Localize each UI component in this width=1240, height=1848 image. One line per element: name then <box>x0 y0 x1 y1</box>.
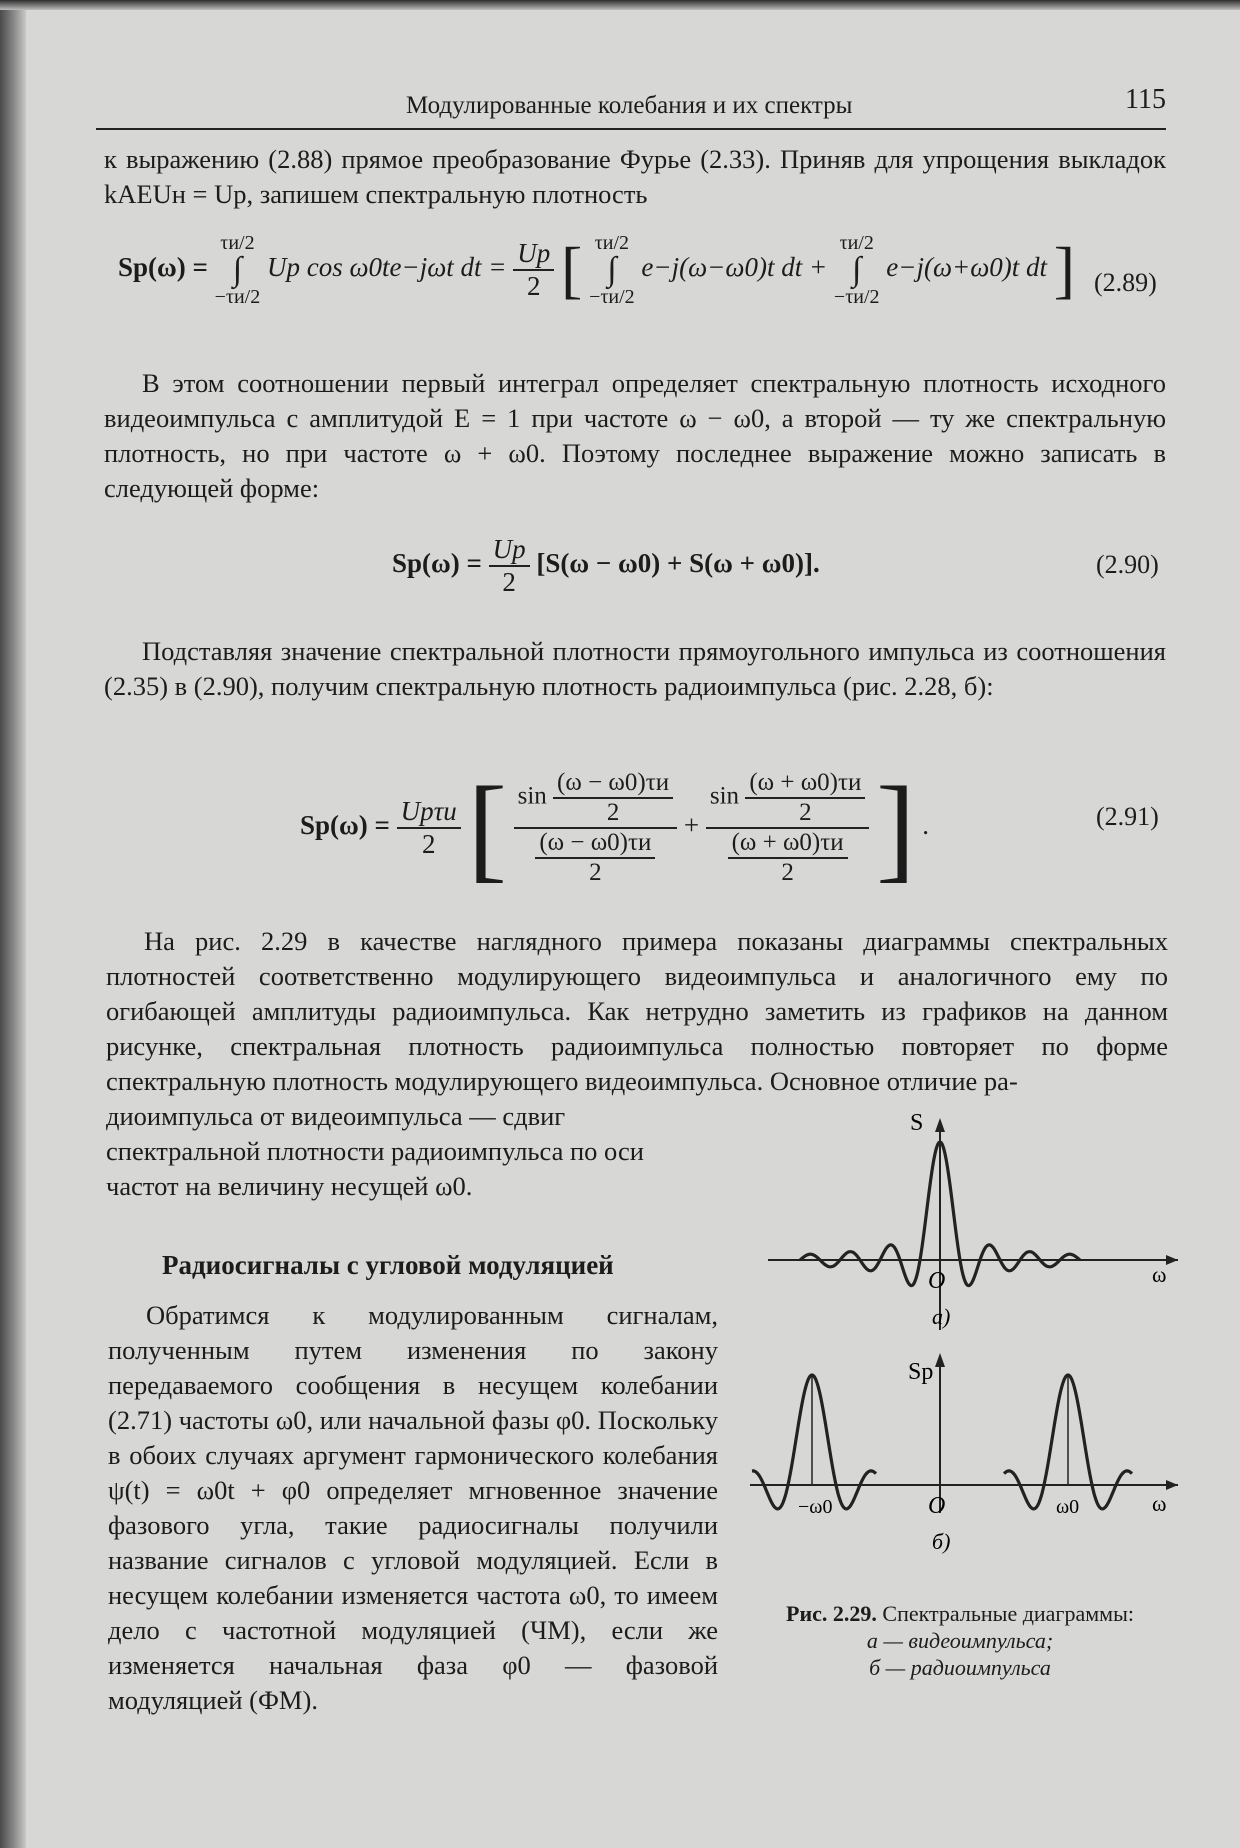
page-header <box>96 84 1166 130</box>
equation-2-90 <box>392 534 820 598</box>
section-title: Радиосигналы с угловой модуляцией <box>162 1250 614 1280</box>
eq289-factor-den: 2 <box>527 271 541 301</box>
eq291-t1-den <box>535 829 655 887</box>
eq291-t1-den-num: (ω − ω0)τи <box>535 829 655 859</box>
eq289-int3: τи/2 ∫ −τи/2 <box>833 232 880 308</box>
paragraph-4: На рис. 2.29 в качестве наглядного примера показаны диаграммы спектральных плотностей соответственно модулирующего видеоимпульса и аналогичного ему по огибающей амплитуды радиоимпульса. Как нетрудно заметить из графиков на данном рисунке, спектральная плотность радиоимпульса полностью повторяет по форме спектральную плотность модулирующего видеоимпульса. Основное отличие ра- <box>106 926 1168 1096</box>
eq290-factor <box>489 534 530 598</box>
eq289-int2-lower: −τи/2 <box>589 286 635 308</box>
fig-a-origin: O <box>928 1268 946 1294</box>
eq291-t2-arg-num: (ω + ω0)τи <box>745 769 865 799</box>
fig-b-x-arrow <box>1166 1480 1178 1490</box>
eq291-plus: + <box>683 810 700 841</box>
figure-2-29b <box>740 1345 1188 1565</box>
caption-line-b: б — радиоимпульса <box>869 1655 1051 1680</box>
eq289-int2: τи/2 ∫ −τи/2 <box>589 232 635 308</box>
equation-number-2-91: (2.91) <box>1096 802 1159 831</box>
eq291-factor-den: 2 <box>421 829 436 859</box>
eq290-rhs: [S(ω − ω0) + S(ω + ω0)]. <box>536 548 820 579</box>
eq289-factor <box>513 238 554 302</box>
eq291-term1-bottom <box>514 829 678 887</box>
fig-a-x-arrow <box>1166 1255 1178 1265</box>
eq291-t2-arg <box>745 769 865 827</box>
eq291-t2-sin: sin <box>709 782 740 810</box>
caption-line-a: а — видеоимпульса; <box>866 1628 1054 1653</box>
fig-b-origin: O <box>928 1493 946 1519</box>
eq291-term2-top <box>706 769 870 829</box>
fig-b-pos-label: ω0 <box>1056 1496 1080 1518</box>
equation-2-89: Sр(ω) = τи/2 ∫ −τи/2 Uр cos ω0te−jωt dt = $\frac{Uр}{2}$ [ τи/2 ∫ −τи/2 e−j(ω−ω0)t dt + τи/2 ∫ −τи/2 e−j(ω+ω0)t dt ] <box>118 232 1076 308</box>
eq291-term1 <box>514 769 678 887</box>
paragraph-3: Подставляя значение спектральной плотности прямоугольного импульса из соотношения (2.35) в (2.90), получим спектральную плотность радиоимпульса (рис. 2.28, б): <box>104 636 1166 701</box>
eq291-t1-sin: sin <box>517 782 547 810</box>
eq289-integrand2: e−j(ω−ω0)t dt + <box>641 252 828 283</box>
fig-b-y-label: Sр <box>908 1359 934 1385</box>
paragraph-6: Обратимся к модулированным сигналам, полученным путем изменения по закону передаваемого сообщения в несущем колебании (2.71) частоты ω0, или начальной фазы φ0. Поскольку в обоих случаях аргумент гармонического колебания ψ(t) = ω0t + φ0 определяет мгновенное значение фазового угла, такие радиосигналы получили название сигналов с угловой модуляцией. Если в несущем колебании изменяется частота ω0, то имеем дело с частотной модуляцией (ЧМ), если же изменяется начальная фаза φ0 — фазовой модуляцией (ФМ). <box>108 1300 718 1715</box>
eq291-t2-den-num: (ω + ω0)τи <box>728 829 848 859</box>
page-number: 115 <box>1125 84 1166 115</box>
eq289-integrand3: e−j(ω+ω0)t dt <box>886 252 1048 283</box>
eq291-term2-bottom <box>706 829 870 887</box>
eq291-term1-top <box>514 769 678 829</box>
eq289-int1: τи/2 ∫ −τи/2 <box>214 232 261 308</box>
eq291-t2-den-den: 2 <box>781 859 794 886</box>
eq291-tail: . <box>922 810 929 841</box>
eq291-t1-arg-num: (ω − ω0)τи <box>553 769 673 799</box>
eq289-integrand1: Uр cos ω0te−jωt dt = <box>266 252 507 283</box>
paragraph-2: В этом соотношении первый интеграл определяет спектральную плотность исходного видеоимпульса с амплитудой E = 1 при частоте ω − ω0, а второй — ту же спектральную плотность, но при частоте ω + ω0. Поэтому последнее выражение можно записать в следующей форме: <box>104 368 1166 503</box>
fig-a-sub-label: а) <box>932 1304 951 1329</box>
eq289-int3-lower: −τи/2 <box>833 286 880 308</box>
figure-2-29a <box>748 1110 1188 1340</box>
eq290-factor-num: Uр <box>489 534 530 567</box>
eq289-int1-upper: τи/2 <box>220 232 255 254</box>
fig-b-y-arrow <box>935 1353 945 1367</box>
caption-label: Рис. 2.29. <box>786 1601 877 1626</box>
fig-a-y-label: S <box>910 1110 924 1136</box>
running-title: Модулированные колебания и их спектры <box>406 92 853 119</box>
eq289-int3-upper: τи/2 <box>839 232 874 254</box>
equation-2-91: Sр(ω) = $\frac{\text{Uрτи}}{2}$ [ sin $\frac{(\omega - \omega 0)\tau и}{2}$ $\frac{(\omega - \omega 0)\tau и}{2}$ + sin $\frac{(\omega + \omega 0)\tau и}{2}$ $\frac{(\omega + \omega 0)\tau и}{2}$ ] . <box>300 762 929 893</box>
fig-a-x-label: ω <box>1152 1262 1167 1287</box>
fig-b-sinc-curve-neg <box>752 1375 876 1509</box>
eq291-factor-num: Uрτи <box>397 796 461 829</box>
caption-text: Спектральные диаграммы: <box>882 1601 1134 1626</box>
eq289-int2-upper: τи/2 <box>594 232 630 254</box>
fig-b-sub-label: б) <box>932 1529 951 1554</box>
eq289-int1-lower: −τи/2 <box>214 286 261 308</box>
eq289-factor-num: Uр <box>513 238 554 271</box>
page-top-shadow <box>0 0 1240 10</box>
eq291-t1-den-den: 2 <box>589 859 602 886</box>
eq290-factor-den: 2 <box>502 567 516 597</box>
equation-number-2-89: (2.89) <box>1094 268 1157 297</box>
eq289-lhs: Sр(ω) = <box>118 252 208 283</box>
eq291-factor <box>397 796 461 860</box>
figure-caption <box>740 1600 1180 1681</box>
fig-b-neg-label: −ω0 <box>798 1496 833 1518</box>
eq291-t1-arg-den: 2 <box>606 799 620 826</box>
eq291-lhs: Sр(ω) = <box>300 810 390 841</box>
eq291-t2-arg-den: 2 <box>799 799 812 826</box>
eq291-t2-den <box>728 829 848 887</box>
fig-b-x-label: ω <box>1152 1491 1167 1516</box>
eq291-t1-arg <box>553 769 673 827</box>
page-binding-shadow <box>0 0 26 1848</box>
eq291-term2 <box>706 769 870 887</box>
equation-number-2-90: (2.90) <box>1096 550 1159 579</box>
paragraph-5: диоимпульса от видеоимпульса — сдвиг спектральной плотности радиоимпульса по оси частот на величину несущей ω0. <box>106 1101 644 1201</box>
eq290-lhs: Sр(ω) = <box>392 548 482 579</box>
paragraph-1: к выражению (2.88) прямое преобразование Фурье (2.33). Приняв для упрощения выкладок kAEUн = Uр, запишем спектральную плотность <box>104 144 1166 209</box>
fig-a-y-arrow <box>935 1118 945 1132</box>
